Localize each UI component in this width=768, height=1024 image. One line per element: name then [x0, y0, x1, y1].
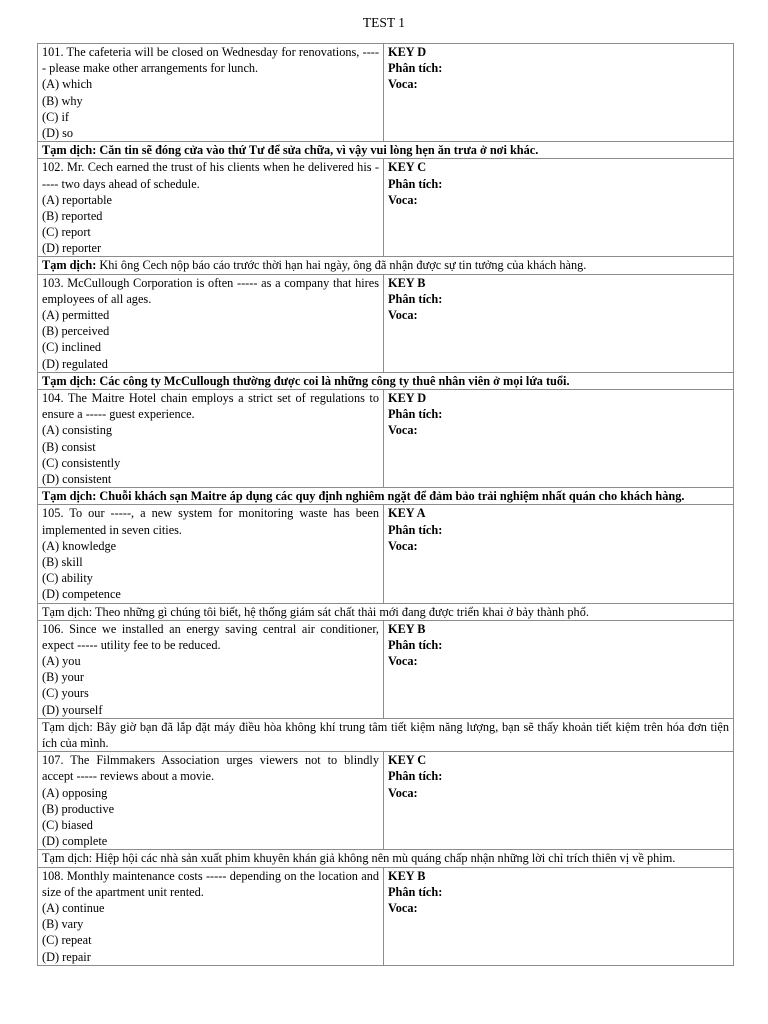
translation-label: Tạm dịch: — [42, 258, 97, 273]
translation-text: Tạm dịch: Căn tin sẽ đóng cửa vào thứ Tư để sửa chữa, vì vậy vui lòng hẹn ăn trưa ở nơi khác. — [42, 143, 539, 158]
answer-key: KEY B — [388, 275, 426, 290]
analysis-label: Phân tích: — [388, 637, 443, 652]
answer-option: (C) report — [42, 225, 91, 240]
answer-key-cell — [384, 159, 734, 257]
answer-option: (A) reportable — [42, 192, 112, 207]
translation-row — [38, 488, 734, 505]
answer-option: (B) productive — [42, 801, 115, 816]
question-stem: 103. McCullough Corporation is often ----- as a company that hires employees of all ages. — [42, 275, 379, 306]
answer-option: (D) yourself — [42, 702, 103, 717]
translation-row — [38, 257, 734, 274]
question-row — [38, 752, 734, 850]
translation-text: Tạm dịch: Hiệp hội các nhà sản xuất phim khuyên khán giả không nên mù quáng chấp nhận những lời chỉ trích thiên vị về phim. — [42, 851, 676, 866]
translation-row — [38, 142, 734, 159]
answer-option: (A) you — [42, 654, 81, 669]
vocabulary-label: Voca: — [388, 785, 418, 800]
question-cell — [38, 274, 384, 372]
answer-key: KEY B — [388, 868, 426, 883]
answer-key: KEY C — [388, 753, 427, 768]
translation-cell — [38, 372, 734, 389]
answer-option: (C) if — [42, 109, 69, 124]
translation-text: Khi ông Cech nộp báo cáo trước thời hạn hai ngày, ông đã nhận được sự tin tưởng của khách hàng. — [96, 258, 587, 273]
vocabulary-label: Voca: — [388, 654, 418, 669]
answer-key-cell — [384, 44, 734, 142]
answer-option: (D) repair — [42, 949, 91, 964]
answer-option: (C) inclined — [42, 340, 102, 355]
question-row — [38, 505, 734, 603]
analysis-label: Phân tích: — [388, 769, 443, 784]
answer-key: KEY D — [388, 45, 427, 59]
vocabulary-label: Voca: — [388, 308, 418, 323]
answer-option: (A) consisting — [42, 423, 113, 438]
answer-key: KEY A — [388, 506, 426, 521]
answer-option: (A) knowledge — [42, 538, 117, 553]
answer-option: (B) skill — [42, 554, 83, 569]
question-table — [37, 43, 734, 966]
answer-option: (A) opposing — [42, 785, 108, 800]
question-cell — [38, 44, 384, 142]
translation-cell — [38, 850, 734, 867]
answer-key-cell — [384, 505, 734, 603]
answer-option: (C) yours — [42, 686, 89, 701]
answer-key-cell — [384, 752, 734, 850]
vocabulary-label: Voca: — [388, 538, 418, 553]
answer-key-cell — [384, 620, 734, 718]
answer-key: KEY D — [388, 391, 427, 406]
answer-option: (C) biased — [42, 818, 93, 833]
question-stem: 105. To our -----, a new system for monitoring waste has been implemented in seven cities. — [42, 506, 379, 537]
answer-option: (D) reporter — [42, 241, 102, 256]
analysis-label: Phân tích: — [388, 291, 443, 306]
question-stem: 101. The cafeteria will be closed on Wednesday for renovations, ----- please make other arrangements for lunch. — [42, 45, 379, 76]
answer-option: (A) continue — [42, 901, 105, 915]
answer-option: (B) reported — [42, 208, 103, 223]
analysis-label: Phân tích: — [388, 407, 443, 422]
answer-option: (B) perceived — [42, 324, 110, 339]
answer-key: KEY B — [388, 621, 426, 636]
question-cell — [38, 752, 384, 850]
answer-option: (D) competence — [42, 587, 121, 602]
translation-text: Tạm dịch: Theo những gì chúng tôi biết, hệ thống giám sát chất thải mới đang được triển khai ở bảy thành phố. — [42, 604, 589, 619]
answer-key: KEY C — [388, 160, 427, 175]
vocabulary-label: Voca: — [388, 77, 418, 92]
translation-cell — [38, 257, 734, 274]
page-title: TEST 1 — [362, 15, 406, 30]
answer-key-cell — [384, 867, 734, 965]
translation-cell — [38, 488, 734, 505]
translation-row — [38, 372, 734, 389]
answer-option: (B) vary — [42, 917, 84, 932]
translation-text: Tạm dịch: Các công ty McCullough thường được coi là những công ty thuê nhân viên ở mọi lứa tuổi. — [42, 373, 570, 388]
answer-option: (B) why — [42, 93, 83, 108]
answer-option: (D) so — [42, 125, 74, 140]
translation-row — [38, 718, 734, 751]
answer-option: (D) complete — [42, 834, 108, 849]
translation-row — [38, 850, 734, 867]
answer-option: (A) which — [42, 77, 93, 92]
answer-key-cell — [384, 390, 734, 488]
question-row — [38, 390, 734, 488]
translation-cell — [38, 142, 734, 159]
answer-option: (D) regulated — [42, 356, 108, 371]
translation-row — [38, 603, 734, 620]
question-cell — [38, 390, 384, 488]
answer-option: (A) permitted — [42, 308, 110, 323]
question-cell — [38, 505, 384, 603]
question-stem: 102. Mr. Cech earned the trust of his clients when he delivered his ----- two days ahead of schedule. — [42, 160, 379, 191]
translation-text: Tạm dịch: Bây giờ bạn đã lắp đặt máy điều hòa không khí trung tâm tiết kiệm năng lượng, bạn sẽ thấy khoản tiết kiệm trên hóa đơn tiện ích của mình. — [42, 719, 729, 751]
question-cell — [38, 867, 384, 965]
question-row — [38, 159, 734, 257]
answer-option: (C) consistently — [42, 455, 121, 470]
answer-option: (C) repeat — [42, 933, 92, 948]
answer-key-cell — [384, 274, 734, 372]
analysis-label: Phân tích: — [388, 884, 443, 899]
translation-text: Tạm dịch: Chuỗi khách sạn Maitre áp dụng các quy định nghiêm ngặt để đảm bảo trải nghiệm nhất quán cho khách hàng. — [42, 489, 685, 504]
vocabulary-label: Voca: — [388, 900, 418, 915]
analysis-label: Phân tích: — [388, 61, 443, 76]
answer-option: (B) consist — [42, 439, 96, 454]
question-stem: 106. Since we installed an energy saving central air conditioner, expect ----- utility fee to be reduced. — [42, 621, 379, 652]
question-stem: 108. Monthly maintenance costs ----- depending on the location and size of the apartment unit rented. — [42, 868, 379, 899]
question-row — [38, 274, 734, 372]
analysis-label: Phân tích: — [388, 176, 443, 191]
translation-cell — [38, 603, 734, 620]
answer-option: (B) your — [42, 670, 85, 685]
answer-option: (C) ability — [42, 571, 93, 586]
question-stem: 107. The Filmmakers Association urges viewers not to blindly accept ----- reviews about a movie. — [42, 753, 379, 784]
question-row — [38, 620, 734, 718]
analysis-label: Phân tích: — [388, 522, 443, 537]
vocabulary-label: Voca: — [388, 423, 418, 438]
question-stem: 104. The Maitre Hotel chain employs a strict set of regulations to ensure a ----- guest experience. — [42, 391, 379, 422]
question-cell — [38, 620, 384, 718]
translation-cell — [38, 718, 734, 751]
question-row — [38, 867, 734, 965]
answer-option: (D) consistent — [42, 471, 112, 486]
question-cell — [38, 159, 384, 257]
vocabulary-label: Voca: — [388, 192, 418, 207]
question-row — [38, 44, 734, 142]
